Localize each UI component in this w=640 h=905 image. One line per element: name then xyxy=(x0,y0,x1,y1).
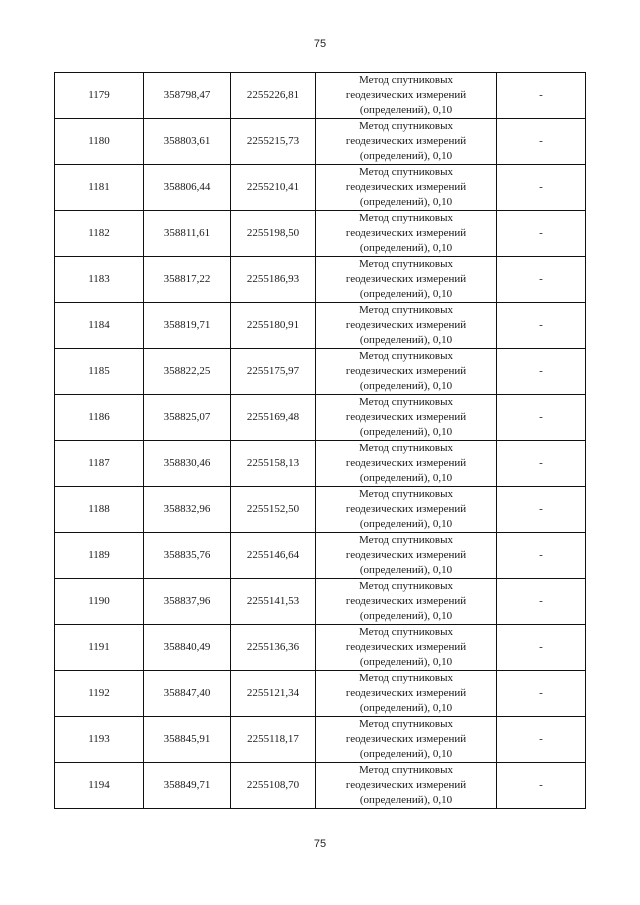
method-line-3: (определений), 0,10 xyxy=(359,748,453,760)
method-line-2: геодезических измерений xyxy=(345,687,467,699)
method-cell xyxy=(316,165,497,211)
x-coordinate-cell: 358819,71 xyxy=(144,303,231,349)
x-coordinate-cell: 358811,61 xyxy=(144,211,231,257)
method-cell xyxy=(316,349,497,395)
point-number-cell: 1185 xyxy=(55,349,144,395)
y-coordinate-cell: 2255158,13 xyxy=(231,441,316,487)
point-number-cell: 1191 xyxy=(55,625,144,671)
table-row xyxy=(55,257,586,303)
y-coordinate-cell: 2255152,50 xyxy=(231,487,316,533)
method-line-1: Метод спутниковых xyxy=(359,718,453,730)
y-coordinate-cell: 2255175,97 xyxy=(231,349,316,395)
point-number-cell: 1182 xyxy=(55,211,144,257)
note-cell: - xyxy=(497,533,586,579)
method-line-2: геодезических измерений xyxy=(345,733,467,745)
x-coordinate-cell: 358840,49 xyxy=(144,625,231,671)
x-coordinate-cell: 358830,46 xyxy=(144,441,231,487)
method-line-2: геодезических измерений xyxy=(345,595,467,607)
point-number-cell: 1190 xyxy=(55,579,144,625)
x-coordinate-cell: 358849,71 xyxy=(144,763,231,809)
point-number-cell: 1183 xyxy=(55,257,144,303)
page-number-top: 75 xyxy=(313,38,327,50)
note-cell: - xyxy=(497,579,586,625)
x-coordinate-cell: 358845,91 xyxy=(144,717,231,763)
point-number-cell: 1189 xyxy=(55,533,144,579)
method-line-2: геодезических измерений xyxy=(345,181,467,193)
method-line-1: Метод спутниковых xyxy=(359,672,453,684)
note-cell: - xyxy=(497,625,586,671)
x-coordinate-cell: 358837,96 xyxy=(144,579,231,625)
method-line-3: (определений), 0,10 xyxy=(359,150,453,162)
y-coordinate-cell: 2255180,91 xyxy=(231,303,316,349)
table-row xyxy=(55,671,586,717)
method-line-3: (определений), 0,10 xyxy=(359,518,453,530)
method-cell xyxy=(316,119,497,165)
table-row xyxy=(55,533,586,579)
note-cell: - xyxy=(497,211,586,257)
note-cell: - xyxy=(497,257,586,303)
method-line-1: Метод спутниковых xyxy=(359,166,453,178)
method-line-1: Метод спутниковых xyxy=(359,258,453,270)
method-line-2: геодезических измерений xyxy=(345,503,467,515)
x-coordinate-cell: 358806,44 xyxy=(144,165,231,211)
point-number-cell: 1188 xyxy=(55,487,144,533)
method-cell xyxy=(316,487,497,533)
method-cell xyxy=(316,625,497,671)
method-line-1: Метод спутниковых xyxy=(359,488,453,500)
y-coordinate-cell: 2255186,93 xyxy=(231,257,316,303)
table-row xyxy=(55,349,586,395)
method-cell xyxy=(316,73,497,119)
x-coordinate-cell: 358798,47 xyxy=(144,73,231,119)
method-line-1: Метод спутниковых xyxy=(359,212,453,224)
note-cell: - xyxy=(497,349,586,395)
note-cell: - xyxy=(497,165,586,211)
method-cell xyxy=(316,717,497,763)
method-line-2: геодезических измерений xyxy=(345,89,467,101)
table-row xyxy=(55,763,586,809)
y-coordinate-cell: 2255215,73 xyxy=(231,119,316,165)
method-line-1: Метод спутниковых xyxy=(359,764,453,776)
point-number-cell: 1187 xyxy=(55,441,144,487)
method-cell xyxy=(316,257,497,303)
note-cell: - xyxy=(497,763,586,809)
y-coordinate-cell: 2255210,41 xyxy=(231,165,316,211)
method-line-1: Метод спутниковых xyxy=(359,120,453,132)
method-cell xyxy=(316,579,497,625)
note-cell: - xyxy=(497,487,586,533)
table-row xyxy=(55,625,586,671)
x-coordinate-cell: 358803,61 xyxy=(144,119,231,165)
method-line-1: Метод спутниковых xyxy=(359,396,453,408)
x-coordinate-cell: 358835,76 xyxy=(144,533,231,579)
method-line-1: Метод спутниковых xyxy=(359,534,453,546)
y-coordinate-cell: 2255118,17 xyxy=(231,717,316,763)
method-cell xyxy=(316,533,497,579)
table-row xyxy=(55,717,586,763)
table-row xyxy=(55,165,586,211)
method-line-2: геодезических измерений xyxy=(345,549,467,561)
y-coordinate-cell: 2255226,81 xyxy=(231,73,316,119)
point-number-cell: 1186 xyxy=(55,395,144,441)
method-line-2: геодезических измерений xyxy=(345,641,467,653)
note-cell: - xyxy=(497,73,586,119)
method-line-3: (определений), 0,10 xyxy=(359,380,453,392)
method-line-2: геодезических измерений xyxy=(345,227,467,239)
y-coordinate-cell: 2255169,48 xyxy=(231,395,316,441)
coordinates-table xyxy=(54,72,586,809)
point-number-cell: 1193 xyxy=(55,717,144,763)
method-line-3: (определений), 0,10 xyxy=(359,104,453,116)
method-line-3: (определений), 0,10 xyxy=(359,426,453,438)
method-line-2: геодезических измерений xyxy=(345,319,467,331)
y-coordinate-cell: 2255198,50 xyxy=(231,211,316,257)
method-line-2: геодезических измерений xyxy=(345,411,467,423)
note-cell: - xyxy=(497,671,586,717)
method-line-3: (определений), 0,10 xyxy=(359,610,453,622)
table-row xyxy=(55,303,586,349)
point-number-cell: 1180 xyxy=(55,119,144,165)
method-line-3: (определений), 0,10 xyxy=(359,288,453,300)
x-coordinate-cell: 358825,07 xyxy=(144,395,231,441)
note-cell: - xyxy=(497,717,586,763)
method-line-3: (определений), 0,10 xyxy=(359,472,453,484)
method-cell xyxy=(316,441,497,487)
table-row xyxy=(55,487,586,533)
method-line-3: (определений), 0,10 xyxy=(359,794,453,806)
table-row xyxy=(55,119,586,165)
x-coordinate-cell: 358822,25 xyxy=(144,349,231,395)
method-line-3: (определений), 0,10 xyxy=(359,334,453,346)
method-line-3: (определений), 0,10 xyxy=(359,564,453,576)
y-coordinate-cell: 2255136,36 xyxy=(231,625,316,671)
point-number-cell: 1179 xyxy=(55,73,144,119)
method-line-1: Метод спутниковых xyxy=(359,626,453,638)
table-row xyxy=(55,441,586,487)
method-line-3: (определений), 0,10 xyxy=(359,702,453,714)
method-line-2: геодезических измерений xyxy=(345,779,467,791)
table-row xyxy=(55,395,586,441)
method-line-1: Метод спутниковых xyxy=(359,580,453,592)
table-row xyxy=(55,73,586,119)
method-cell xyxy=(316,763,497,809)
method-line-2: геодезических измерений xyxy=(345,273,467,285)
method-line-3: (определений), 0,10 xyxy=(359,656,453,668)
note-cell: - xyxy=(497,119,586,165)
point-number-cell: 1181 xyxy=(55,165,144,211)
method-line-3: (определений), 0,10 xyxy=(359,196,453,208)
x-coordinate-cell: 358817,22 xyxy=(144,257,231,303)
point-number-cell: 1194 xyxy=(55,763,144,809)
note-cell: - xyxy=(497,395,586,441)
y-coordinate-cell: 2255121,34 xyxy=(231,671,316,717)
method-line-2: геодезических измерений xyxy=(345,457,467,469)
method-cell xyxy=(316,671,497,717)
coordinates-table-body xyxy=(55,73,586,809)
y-coordinate-cell: 2255146,64 xyxy=(231,533,316,579)
x-coordinate-cell: 358832,96 xyxy=(144,487,231,533)
method-line-2: геодезических измерений xyxy=(345,365,467,377)
method-line-1: Метод спутниковых xyxy=(359,74,453,86)
table-row xyxy=(55,579,586,625)
y-coordinate-cell: 2255141,53 xyxy=(231,579,316,625)
method-cell xyxy=(316,303,497,349)
method-line-1: Метод спутниковых xyxy=(359,350,453,362)
method-cell xyxy=(316,395,497,441)
y-coordinate-cell: 2255108,70 xyxy=(231,763,316,809)
method-cell xyxy=(316,211,497,257)
method-line-2: геодезических измерений xyxy=(345,135,467,147)
note-cell: - xyxy=(497,303,586,349)
x-coordinate-cell: 358847,40 xyxy=(144,671,231,717)
table-row xyxy=(55,211,586,257)
method-line-1: Метод спутниковых xyxy=(359,442,453,454)
point-number-cell: 1192 xyxy=(55,671,144,717)
method-line-1: Метод спутниковых xyxy=(359,304,453,316)
method-line-3: (определений), 0,10 xyxy=(359,242,453,254)
point-number-cell: 1184 xyxy=(55,303,144,349)
page-number-bottom: 75 xyxy=(313,838,327,850)
note-cell: - xyxy=(497,441,586,487)
